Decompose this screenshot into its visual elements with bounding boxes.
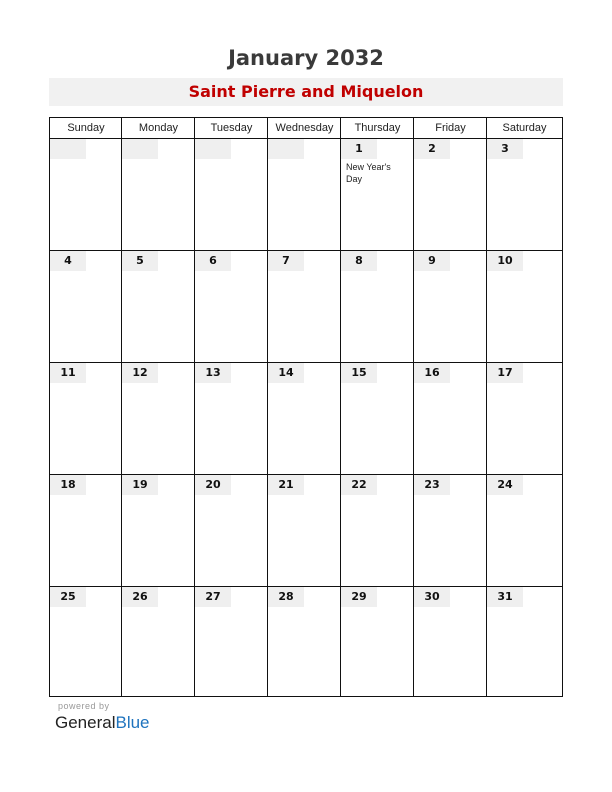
day-number-box bbox=[50, 363, 86, 383]
day-number-box bbox=[195, 251, 231, 271]
day-number-box bbox=[341, 363, 377, 383]
day-number: 25 bbox=[60, 590, 76, 603]
region-banner bbox=[49, 78, 563, 106]
region-name: Saint Pierre and Miquelon bbox=[188, 82, 424, 101]
day-cell[interactable] bbox=[414, 587, 486, 695]
holiday-label: New Year's Day bbox=[346, 162, 391, 184]
day-cell[interactable] bbox=[414, 475, 486, 586]
day-cell[interactable] bbox=[487, 363, 561, 474]
day-number: 15 bbox=[351, 366, 367, 379]
day-cell[interactable] bbox=[50, 139, 121, 250]
day-cell[interactable] bbox=[195, 587, 267, 695]
calendar-grid bbox=[49, 117, 563, 697]
day-number: 31 bbox=[497, 590, 513, 603]
day-number-box bbox=[195, 475, 231, 495]
day-number-box bbox=[487, 139, 523, 159]
day-number-box bbox=[414, 251, 450, 271]
day-number: 19 bbox=[132, 478, 148, 491]
day-cell[interactable] bbox=[50, 587, 121, 695]
day-number-box bbox=[195, 363, 231, 383]
day-number: 29 bbox=[351, 590, 367, 603]
day-number-box bbox=[122, 475, 158, 495]
day-number-box bbox=[487, 475, 523, 495]
page-title: January 2032 bbox=[228, 46, 384, 70]
day-number-box bbox=[414, 587, 450, 607]
day-number: 21 bbox=[278, 478, 294, 491]
day-number-box bbox=[268, 587, 304, 607]
day-number-box bbox=[122, 587, 158, 607]
day-number: 3 bbox=[501, 142, 509, 155]
day-cell[interactable] bbox=[268, 363, 340, 474]
day-number-box bbox=[122, 363, 158, 383]
day-cell[interactable] bbox=[341, 363, 413, 474]
day-number-box bbox=[50, 251, 86, 271]
day-number: 7 bbox=[282, 254, 290, 267]
day-cell[interactable] bbox=[195, 363, 267, 474]
day-number: 13 bbox=[205, 366, 221, 379]
day-number: 4 bbox=[64, 254, 72, 267]
day-number-box bbox=[268, 251, 304, 271]
day-number-box bbox=[50, 475, 86, 495]
day-number-box bbox=[341, 139, 377, 159]
day-number-box bbox=[414, 475, 450, 495]
day-cell[interactable] bbox=[268, 251, 340, 362]
day-number: 10 bbox=[497, 254, 513, 267]
day-cell[interactable] bbox=[195, 139, 267, 250]
weekday-tuesday: Tuesday bbox=[210, 122, 253, 134]
day-number: 17 bbox=[497, 366, 513, 379]
day-number: 27 bbox=[205, 590, 221, 603]
day-number-box bbox=[122, 139, 158, 159]
day-number: 30 bbox=[424, 590, 440, 603]
day-cell[interactable] bbox=[195, 475, 267, 586]
day-number-box bbox=[487, 363, 523, 383]
day-cell[interactable] bbox=[268, 475, 340, 586]
day-cell[interactable] bbox=[268, 139, 340, 250]
day-number-box bbox=[414, 139, 450, 159]
weekday-friday: Friday bbox=[435, 122, 466, 134]
day-cell[interactable] bbox=[341, 475, 413, 586]
day-cell[interactable] bbox=[414, 251, 486, 362]
day-cell[interactable] bbox=[50, 251, 121, 362]
day-number: 28 bbox=[278, 590, 294, 603]
day-number-box bbox=[195, 139, 231, 159]
weekday-monday: Monday bbox=[138, 122, 179, 134]
day-number: 26 bbox=[132, 590, 148, 603]
day-number-box bbox=[50, 139, 86, 159]
day-number-box bbox=[122, 251, 158, 271]
day-cell[interactable] bbox=[50, 363, 121, 474]
day-cell[interactable] bbox=[122, 475, 194, 586]
day-number-box bbox=[341, 475, 377, 495]
day-number: 23 bbox=[424, 478, 440, 491]
day-cell[interactable] bbox=[122, 363, 194, 474]
day-number: 22 bbox=[351, 478, 367, 491]
day-number: 5 bbox=[136, 254, 144, 267]
weekday-sunday: Sunday bbox=[67, 122, 105, 134]
day-number-box bbox=[268, 139, 304, 159]
day-number: 20 bbox=[205, 478, 221, 491]
brand-blue-text: Blue bbox=[115, 713, 150, 732]
day-number: 14 bbox=[278, 366, 294, 379]
day-number: 18 bbox=[60, 478, 76, 491]
weekday-saturday: Saturday bbox=[502, 122, 547, 134]
day-number-box bbox=[195, 587, 231, 607]
day-number: 9 bbox=[428, 254, 436, 267]
day-number: 12 bbox=[132, 366, 148, 379]
brand-logo[interactable] bbox=[55, 713, 150, 733]
day-number: 2 bbox=[428, 142, 436, 155]
day-number-box bbox=[50, 587, 86, 607]
day-cell[interactable] bbox=[341, 587, 413, 695]
weekday-wednesday: Wednesday bbox=[275, 122, 334, 134]
powered-by-label: powered by bbox=[58, 701, 110, 711]
day-number: 1 bbox=[355, 142, 363, 155]
day-number-box bbox=[487, 587, 523, 607]
day-cell[interactable] bbox=[122, 251, 194, 362]
day-number-box bbox=[268, 475, 304, 495]
day-cell[interactable] bbox=[341, 251, 413, 362]
day-cell[interactable] bbox=[122, 139, 194, 250]
day-number-box bbox=[414, 363, 450, 383]
weekday-thursday: Thursday bbox=[354, 122, 401, 134]
day-cell[interactable] bbox=[195, 251, 267, 362]
day-number: 8 bbox=[355, 254, 363, 267]
day-number: 6 bbox=[209, 254, 217, 267]
day-number: 24 bbox=[497, 478, 513, 491]
day-cell[interactable] bbox=[122, 587, 194, 695]
day-number-box bbox=[341, 587, 377, 607]
day-cell[interactable] bbox=[414, 363, 486, 474]
day-number: 16 bbox=[424, 366, 440, 379]
day-cell[interactable] bbox=[487, 139, 561, 250]
day-cell[interactable] bbox=[341, 139, 413, 250]
brand-general-text: General bbox=[55, 713, 116, 732]
day-cell[interactable] bbox=[50, 475, 121, 586]
day-number-box bbox=[341, 251, 377, 271]
day-number-box bbox=[487, 251, 523, 271]
day-cell[interactable] bbox=[414, 139, 486, 250]
day-cell[interactable] bbox=[487, 475, 561, 586]
day-cell[interactable] bbox=[487, 251, 561, 362]
day-number-box bbox=[268, 363, 304, 383]
day-number: 11 bbox=[60, 366, 76, 379]
day-cell[interactable] bbox=[268, 587, 340, 695]
day-cell[interactable] bbox=[487, 587, 561, 695]
